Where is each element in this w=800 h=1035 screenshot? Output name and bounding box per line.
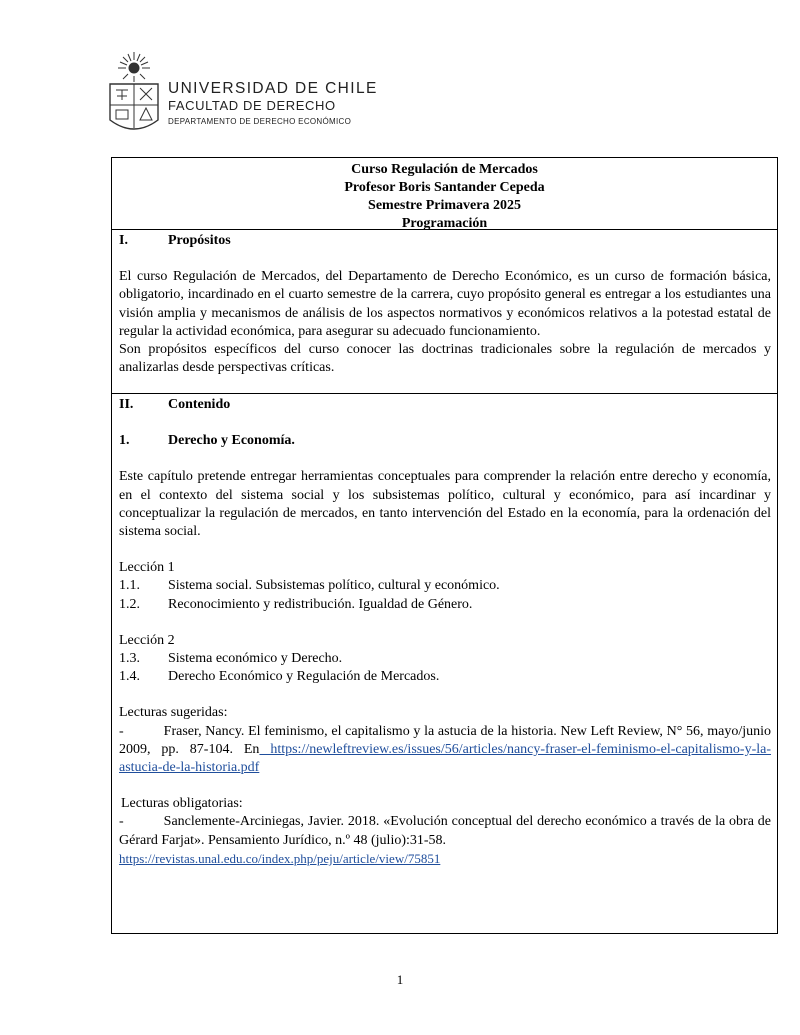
- university-seal-icon: [106, 50, 162, 138]
- reading-link[interactable]: https://newleftreview.es/issues/56/articles/nancy-fraser-el-feminismo-el-capitalismo-y-la-astucia-de-la-historia.pdf: [119, 741, 772, 776]
- section-title: Contenido: [168, 397, 231, 412]
- reading-citation: Sanclemente-Arciniegas, Javier. 2018. «Evolución conceptual del derecho económico a través de la obra de Gérard Farjat». Pensamiento Jurídico, n.º 48 (julio):31-58.: [119, 814, 771, 848]
- lesson-title: Lección 1: [119, 560, 175, 576]
- lesson-title: Lección 2: [119, 632, 175, 648]
- university-header: [168, 80, 378, 128]
- semester: Semestre Primavera 2025: [368, 198, 521, 213]
- chapter-number: 1.: [119, 433, 130, 449]
- professor-name: Profesor Boris Santander Cepeda: [344, 180, 545, 195]
- suggested-readings-title: Lecturas sugeridas:: [119, 705, 228, 721]
- page-number: 1: [396, 972, 404, 987]
- reading-citation: Fraser, Nancy. El feminismo, el capitalismo y la astucia de la historia. New Left Review, N° 56, mayo/junio 2009, pp. 87-104. En: [119, 723, 771, 757]
- chapter-heading: [119, 432, 771, 450]
- list-item: [119, 577, 771, 595]
- specific-purpose-paragraph: Son propósitos específicos del curso conocer las doctrinas tradicionales sobre la regulación de mercados y analizarlas desde perspectivas críticas.: [119, 342, 771, 376]
- item-text: Derecho Económico y Regulación de Mercados.: [168, 669, 440, 685]
- reading-dash: -: [119, 723, 124, 739]
- mandatory-readings-title: Lecturas obligatorias:: [121, 796, 243, 812]
- section-number: II.: [119, 397, 134, 412]
- item-number: 1.1.: [119, 578, 140, 594]
- reading-dash: -: [119, 814, 124, 830]
- item-text: Reconocimiento y redistribución. Igualdad de Género.: [168, 596, 473, 612]
- document-type: Programación: [401, 216, 488, 231]
- mandatory-reading: [119, 813, 771, 849]
- purpose-paragraph: El curso Regulación de Mercados, del Departamento de Derecho Económico, es un curso de formación básica, obligatorio, incardinado en el cuarto semestre de la carrera, cuyo propósito general es entregar a los estudiantes una visión amplia y mecanismos de análisis de los aspectos normativos y económicos relativos a la potestad estatal de regular la actividad económica, para asegurar su adecuado funcionamiento.: [119, 269, 771, 339]
- chapter-title: Derecho y Economía.: [168, 433, 295, 449]
- department-name: DEPARTAMENTO DE DERECHO ECONÓMICO: [168, 117, 352, 126]
- list-item: [119, 668, 771, 686]
- item-text: Sistema social. Subsistemas político, cultural y económico.: [168, 578, 500, 594]
- item-number: 1.4.: [119, 669, 140, 685]
- chapter-intro: Este capítulo pretende entregar herramientas conceptuales para comprender la relación entre derecho y economía, en el contexto del sistema social y los subsistemas político, cultural y económico, para así incardinar y conceptualizar la regulación de mercados, en tanto intervención del Estado en la economía, para la ordenación del sistema social.: [119, 469, 771, 540]
- university-name: UNIVERSIDAD DE CHILE: [168, 80, 378, 97]
- suggested-reading: [119, 723, 771, 778]
- section-content: [111, 393, 778, 934]
- course-name: Curso Regulación de Mercados: [351, 162, 538, 177]
- section-heading: [119, 232, 771, 250]
- section-title: Propósitos: [168, 233, 231, 248]
- section-purposes: [111, 229, 778, 394]
- list-item: [119, 596, 771, 614]
- course-title-box: [111, 157, 778, 230]
- section-number: I.: [119, 233, 128, 248]
- faculty-name: FACULTAD DE DERECHO: [168, 98, 336, 113]
- section-heading: [119, 396, 771, 414]
- item-number: 1.2.: [119, 596, 140, 612]
- reading-link[interactable]: https://revistas.unal.edu.co/index.php/peju/article/view/75851: [119, 850, 441, 866]
- item-number: 1.3.: [119, 651, 140, 667]
- item-text: Sistema económico y Derecho.: [168, 651, 343, 667]
- list-item: [119, 650, 771, 668]
